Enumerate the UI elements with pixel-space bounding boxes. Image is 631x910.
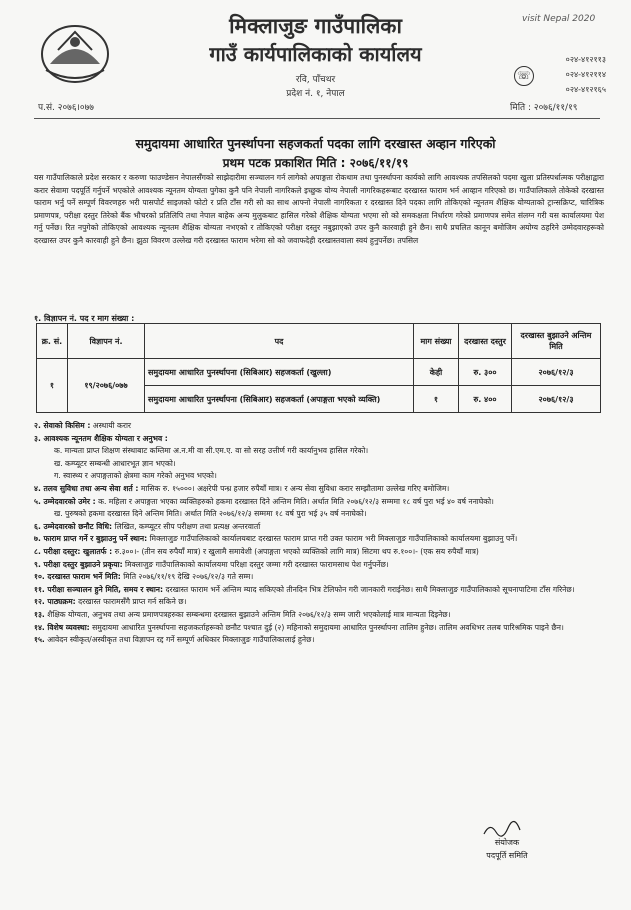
signature-committee: पदपूर्ति समिति	[486, 851, 528, 860]
cell-demand: १	[414, 386, 459, 413]
section-item: १५. आवेदन स्वीकृत/अस्वीकृत तथा विज्ञापन रद्द गर्ने सम्पूर्ण अधिकार मिक्लाजुङ गाउँपालिकालाई हुनेछ।	[34, 635, 315, 645]
cell-post: समुदायमा आधारित पुनर्स्थापना (सिबिआर) सहजकर्ता (खुल्ला)	[145, 359, 414, 386]
phone-number: ०२४-४१२११४	[565, 70, 606, 79]
section-item: ५. उम्मेदवारको उमेर : क. महिला र अपाङ्गता भएका व्यक्तिहरुको हकमा दरखास्त दिने अन्तिम मिति। अर्थात मिति २०७६/१२/३ सम्ममा १८ वर्ष पुरा भई ४० वर्ष ननाघेको।	[34, 496, 494, 506]
phone-number: ०२४-४१२११३	[565, 55, 606, 64]
section-item: १४. विशेष व्यवस्था: समुदायमा आधारित पुनर्स्थापना सहजकर्ताहरूको छनौट पश्चात दुई (२) महिनाको समुदायमा आधारित पुनर्स्थापना तालिम हुनेछ। तालिम अवधिभर तलब पारिश्रमिक पाइने छैन।	[34, 622, 564, 632]
section-item: ६. उम्मेदवारको छनौट विधि: लिखित, कम्प्यूटर सीप परीक्षण तथा प्रत्यक्ष अन्तरवार्ता	[34, 521, 261, 531]
cell-last-date: २०७६/१२/३	[512, 386, 601, 413]
cell-demand: केही	[414, 359, 459, 386]
office-name: गाउँ कार्यपालिकाको कार्यालय	[209, 42, 422, 66]
published-date: प्रथम पटक प्रकाशित मिति : २०७६/११/१९	[222, 156, 409, 170]
section-item: ७. फाराम प्राप्त गर्ने र बुझाउनु पर्ने स्थान: मिक्लाजुङ गाउँपालिकाको कार्यालयबाट दरखास्त फाराम प्राप्त गरी उक्त फाराम भरी मिक्लाजुङ गाउँपालिकाको कार्यालयमा बुझाउनु पर्ने।	[34, 534, 518, 544]
section-item: ३. आवश्यक न्यूनतम शैक्षिक योग्यता र अनुभव :	[34, 433, 168, 443]
header-adv-no: विज्ञापन नं.	[68, 324, 145, 359]
header-divider	[34, 118, 600, 119]
table-header-row	[37, 324, 601, 359]
section-item: ४. तलव सुविधा तथा अन्य सेवा शर्त : मासिक रु. १५०००। अक्षरेपी पन्ध्र हजार रुपैयाँ मात्र। र अन्य सेवा सुविधा करार सम्झौतामा उल्लेख गरिए बमोजिम।	[34, 483, 450, 493]
section-item: १२. पाठ्यक्रम: दरखास्त फारामसँगै प्राप्त गर्न सकिने छ।	[34, 597, 187, 607]
section-item: ९. परीक्षा दस्तुर बुझाउने प्रकृया: मिक्लाजुङ गाउँपालिकाको कार्यालयमा परिक्षा दस्तुर जम्मा गरी दरखास्त फारामसाथ पेश गर्नुपर्नेछ।	[34, 559, 389, 569]
posts-table	[36, 323, 601, 413]
header-post: पद	[145, 324, 414, 359]
phone-number: ०२४-४१२१६५	[565, 85, 606, 94]
section-list	[34, 420, 604, 647]
cell-fee: रु. ३००	[459, 359, 512, 386]
section1-heading: १. विज्ञापन नं. पद र माग संख्या :	[34, 314, 135, 323]
signature-role: संयोजक	[494, 838, 520, 847]
table-row	[37, 359, 601, 386]
reference-number: प.सं. २०७६।०७७	[38, 103, 94, 113]
section-item: ८. परीक्षा दस्तुर: खुलातर्फ : रु.३००।- (तीन सय रुपैयाँ मात्र) र खुलामै समावेशी (अपाङ्गता भएको व्यक्तिको लागि मात्र) सिटमा थप रु.१००।- (एक सय रुपैयाँ मात्र)	[34, 546, 479, 556]
section-subitem: ग. स्वास्थ्य र अपाङ्गताको क्षेत्रमा काम गरेको अनुभव भएको।	[54, 471, 217, 481]
section-subitem: ख. कम्प्यूटर सम्बन्धी आधारभूत ज्ञान भएको।	[54, 458, 176, 468]
cell-adv-no: १९/२०७६/०७७	[68, 359, 145, 413]
notice-title: समुदायमा आधारित पुनर्स्थापना सहजकर्ता पदका लागि दरखास्त अव्हान गरिएको	[135, 136, 496, 151]
cell-sn: १	[37, 359, 68, 413]
section-subitem: ख. पुरुषको हकमा दरखास्त दिने अन्तिम मिति। अर्थात मिति २०७६/१२/३ सम्ममा १८ वर्ष पुरा भई ३५ वर्ष ननाघेको।	[54, 509, 367, 519]
header-fee: दरखास्त दस्तुर	[459, 324, 512, 359]
address-line1: रवि, पाँचथर	[295, 75, 336, 85]
section-item: १०. दरखास्त फाराम भर्ने मिति: मिति २०७६/११/१९ देखि २०७६/१२/३ गते सम्म।	[34, 572, 254, 582]
header-demand: माग संख्या	[414, 324, 459, 359]
notice-date: मिति : २०७६/११/१९	[510, 103, 578, 113]
header-sn: क्र. सं.	[37, 324, 68, 359]
header-last-date: दरखास्त बुझाउने अन्तिम मिति	[512, 324, 601, 359]
phone-icon: ☏	[514, 66, 534, 86]
cell-post: समुदायमा आधारित पुनर्स्थापना (सिबिआर) सहजकर्ता (अपाङ्गता भएको व्यक्ति)	[145, 386, 414, 413]
section-item: १३. शैक्षिक योग्यता, अनुभव तथा अन्य प्रमाणपत्रहरुका सम्बन्धमा दरखास्त बुझाउने अन्तिम मिति २०७६/१२/३ सम्म जारी भएकोलाई मात्र मान्यता दिइनेछ।	[34, 609, 451, 619]
section-subitem: क. मान्यता प्राप्त शिक्षण संस्थाबाट कम्तिमा अ.न.मी वा सी.एम.ए. वा सो सरह उत्तीर्ण गरी कार्यानुभव हासिल गरेको।	[54, 446, 369, 456]
visit-nepal-logo: visit Nepal 2020	[522, 14, 596, 24]
section-item: ११. परीक्षा सञ्चालन हुने मिति, समय र स्थान: दरखास्त फाराम भर्ने अन्तिम म्याद सकिएको तीनदिन भित्र टेलिफोन गरी जानकारी गराईनेछ। साथै मिक्लाजुङ गाउँपालिकाको सूचनापाटिमा टाँस गरिनेछ।	[34, 584, 575, 594]
signature-block	[452, 836, 562, 862]
address-line2: प्रदेश नं. १, नेपाल	[286, 89, 345, 99]
intro-paragraph: यस गाउँपालिकाले प्रदेश सरकार र करुणा फाउण्डेसन नेपालसँगको साझेदारीमा सञ्चालन गर्न लागेको अपाङ्गता रोकथाम तथा पुनर्स्थापना कार्यको लागि आवश्यक तपसिलको पदमा खुला प्रतिस्पर्धात्मक परीक्षाद्वारा करार सेवामा पदपूर्ति गर्नुपर्ने भएकोले आवश्यक न्यूनतम योग्यता पुगेका कुनै पनि नेपाली नागरिकले इच्छुक योग्य नेपाली नागरिकहरूबाट दरखास्त फाराम भर्न आव्हान गरिएको छ। गाउँपालिकाले तोकेको दरखास्त फाराम भर्नु पर्ने सम्पूर्ण विवरणहरु भरी पासपोर्ट साइजको फोटो र प्रति टाँस गरी सो का साथ आफ्नो नेपाली नागरिकता र दरखास्त दिने पदका लागि तोकिएको न्यूनतम शैक्षिक योग्यताको ट्रान्सक्रिप्ट, चारित्रिक प्रमाणपत्र, परीक्षा दस्तुर तिरेको बैंक भौचरको प्रतिलिपि तथा नेपाल बाहेक अन्य मुलुकबाट हासिल गरेको शैक्षिक योग्यता भएमा सो को समकक्षता निर्धारण गरेको प्रमाणपत्र समेत संलग्न गरी यस कार्यालयमा पेश गर्नु पर्नेछ। रित नपुगेको तोकिएको आवश्यक न्यूनतम शैक्षिक योग्यता नभएको र तोकिएको परीक्षा दस्तुर नबुझाएको उपर कुनै कारवाही हुने छैन। साथै प्रचलित कानून बमोजिम अयोग्य ठहरिने उम्मेदवारहरूको दरखास्त उपर कुनै कारवाही हुने छैन। झुठा विवरण उल्लेख गरी दरखास्त फाराम भरेमा सो को जवाफदेही दरखास्तवाला स्वयं हुनुपर्नेछ। तपसिल	[34, 173, 604, 245]
phone-list	[540, 52, 606, 97]
org-name: मिक्लाजुङ गाउँपालिका	[229, 13, 402, 38]
cell-last-date: २०७६/१२/३	[512, 359, 601, 386]
cell-fee: रु. ४००	[459, 386, 512, 413]
section-item: २. सेवाको किसिम : अस्थायी करार	[34, 421, 132, 430]
